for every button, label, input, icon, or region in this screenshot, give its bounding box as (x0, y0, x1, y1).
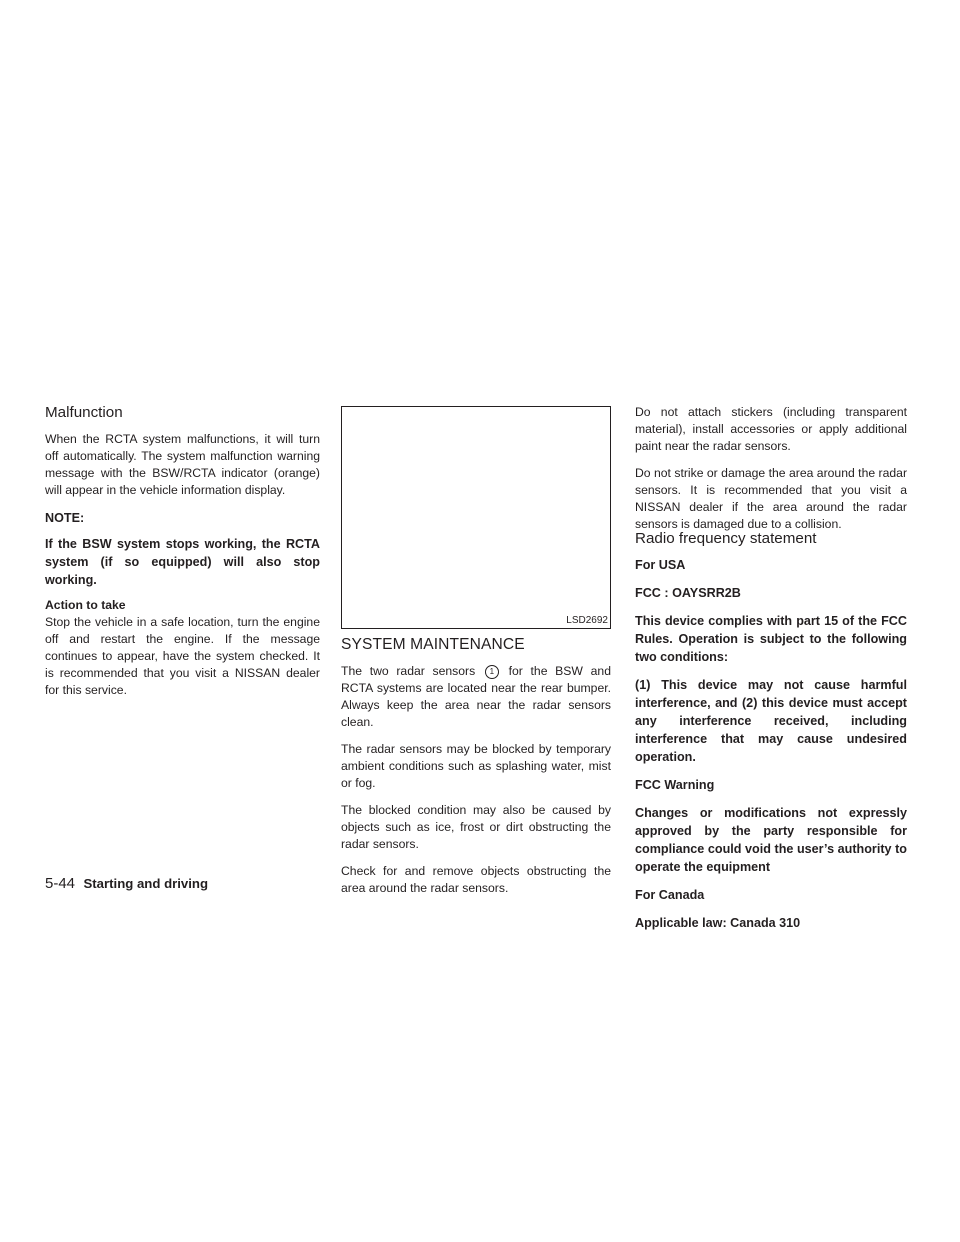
malfunction-paragraph: When the RCTA system malfunctions, it will turn off automatically. The system malfunction warning message with the BSW/RCTA indicator (orange) will appear in the vehicle information display. (45, 432, 320, 497)
radio-frequency-body (635, 556, 907, 932)
fcc-warning-text: Changes or modifications not expressly approved by the party responsible for compliance could void the user’s authority to operate the equipment (635, 806, 907, 874)
maintenance-paragraph-3: The blocked condition may also be caused by objects such as ice, frost or dirt obstructing the radar sensors. (341, 803, 611, 851)
for-canada-label: For Canada (635, 888, 705, 902)
malfunction-body (45, 431, 320, 699)
page-footer (45, 875, 208, 893)
figure-id: LSD2692 (566, 615, 608, 626)
note-text: If the BSW system stops working, the RCTA system (if so equipped) will also stop working. (45, 537, 320, 587)
action-heading: Action to take (45, 598, 126, 612)
action-paragraph: Stop the vehicle in a safe location, turn the engine off and restart the engine. If the message continues to appear, have the system checked. It is recommended that you visit a NISSAN dealer for this service. (45, 615, 320, 697)
right-body-top (635, 404, 907, 533)
maintenance-paragraph-4: Check for and remove objects obstructing the area around the radar sensors. (341, 864, 611, 895)
compliance-text: This device complies with part 15 of the FCC Rules. Operation is subject to the following two conditions: (635, 614, 907, 664)
conditions-text: (1) This device may not cause harmful interference, and (2) this device must accept any interference received, including interference that may cause undesired operation. (635, 678, 907, 764)
fcc-id: FCC : OAYSRR2B (635, 586, 741, 600)
canada-law: Applicable law: Canada 310 (635, 916, 801, 930)
chapter-title: Starting and driving (83, 876, 209, 891)
fcc-warning-label: FCC Warning (635, 778, 715, 792)
callout-1-icon: 1 (485, 665, 499, 679)
page-number: 5-44 (45, 875, 76, 892)
figure-radar-sensors (341, 406, 611, 629)
for-usa-label: For USA (635, 558, 686, 572)
maintenance-paragraph-1 (341, 663, 611, 731)
sensors-text-after: for the BSW and RCTA systems are located near the rear bumper. Always keep the area near the radar sensors clean. (341, 664, 611, 729)
note-label: NOTE: (45, 511, 85, 525)
heading-malfunction: Malfunction (45, 404, 123, 421)
maintenance-paragraph-2: The radar sensors may be blocked by temporary ambient conditions such as splashing water, mist or fog. (341, 742, 611, 790)
strike-paragraph: Do not strike or damage the area around the radar sensors. It is recommended that you visit a NISSAN dealer if the area around the radar sensors is damaged due to a collision. (635, 466, 907, 531)
maintenance-body (341, 663, 611, 897)
heading-radio-frequency: Radio frequency statement (635, 530, 817, 547)
sensors-text-before: The two radar sensors (341, 664, 476, 678)
stickers-paragraph: Do not attach stickers (including transparent material), install accessories or apply additional paint near the radar sensors. (635, 405, 907, 453)
heading-system-maintenance: SYSTEM MAINTENANCE (341, 636, 525, 653)
